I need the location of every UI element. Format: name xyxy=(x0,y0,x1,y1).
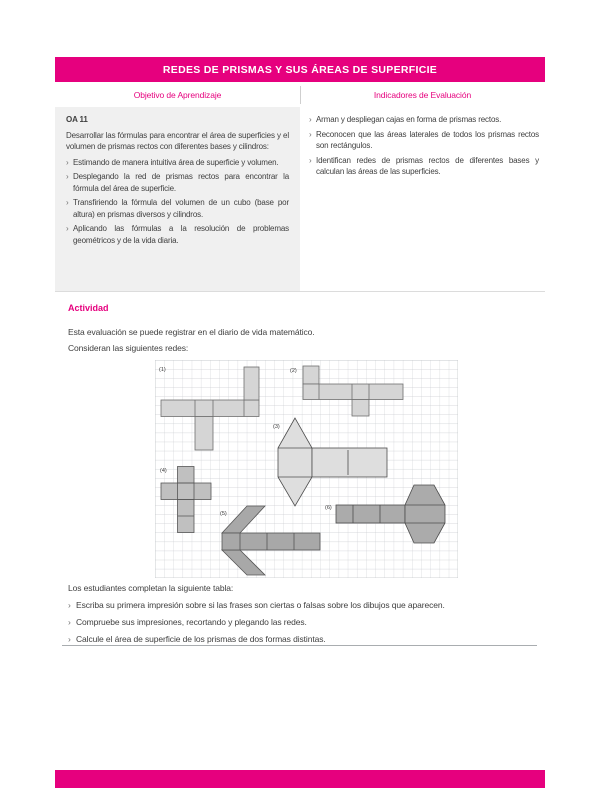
list-item xyxy=(66,157,289,169)
list-item xyxy=(309,114,539,126)
nets-figure xyxy=(155,360,458,578)
table-header-objetivo: Objetivo de Aprendizaje xyxy=(133,90,222,100)
indicator-bullet-text: Arman y despliegan cajas en forma de prismas rectos. xyxy=(316,115,502,124)
bullet-marker: › xyxy=(309,115,312,124)
oa-intro: Desarrollar las fórmulas para encontrar el área de superficies y el volumen de prismas rectos con diferentes bases y cilindros: xyxy=(66,130,289,151)
bullet-marker: › xyxy=(309,129,312,139)
list-item xyxy=(309,129,539,152)
net-label-4: (4) xyxy=(160,468,167,474)
bullet-marker: › xyxy=(66,224,69,233)
oa-bullet-text: Estimando de manera intuitiva área de superficie y volumen. xyxy=(73,157,279,167)
oa-bullet-text: Transfiriendo la fórmula del volumen de un cubo (base por altura) en prismas diversos y cilindros. xyxy=(73,198,289,219)
table-header-indicadores: Indicadores de Evaluación xyxy=(373,90,472,100)
table-bottom-rule xyxy=(55,291,545,292)
list-item xyxy=(309,155,539,178)
activity-heading: Actividad xyxy=(68,303,109,313)
oa-bullet-text: Desplegando la red de prismas rectos para encontrar la fórmula del área de superficie. xyxy=(73,172,289,193)
footer-bar xyxy=(55,770,545,788)
bullet-marker: › xyxy=(66,172,69,181)
indicator-bullet-list xyxy=(309,114,539,178)
header-bar xyxy=(55,57,545,82)
closing-bullet-text: Calcule el área de superficie de los prismas de dos formas distintas. xyxy=(76,634,326,644)
net-label-5: (5) xyxy=(220,511,227,517)
list-item xyxy=(66,197,289,220)
indicator-bullet-text: Reconocen que las áreas laterales de todos los prismas rectos son rectángulos. xyxy=(316,129,539,150)
closing-intro: Los estudiantes completan la siguiente tabla: xyxy=(68,583,234,593)
net-label-3: (3) xyxy=(273,424,280,430)
bullet-marker: › xyxy=(68,634,71,644)
list-item xyxy=(68,600,543,610)
bullet-marker: › xyxy=(66,157,69,167)
bullet-marker: › xyxy=(68,617,71,627)
bullet-marker: › xyxy=(68,600,71,610)
activity-intro-line2: Consideran las siguientes redes: xyxy=(68,343,189,353)
bullet-marker: › xyxy=(66,198,69,207)
activity-intro-line1: Esta evaluación se puede registrar en el diario de vida matemático. xyxy=(68,327,315,337)
oa-bullet-text: Aplicando las fórmulas a la resolución de problemas geométricos y de la vida diaria. xyxy=(73,224,289,245)
list-item xyxy=(68,617,543,627)
oa-bullet-list xyxy=(66,157,289,247)
list-item xyxy=(66,223,289,246)
net-label-2: (2) xyxy=(290,368,297,374)
closing-bullet-text: Escriba su primera impresión sobre si las frases son ciertas o falsas sobre los dibujos que aparecen. xyxy=(76,600,445,610)
closing-bullet-text: Compruebe sus impresiones, recortando y plegando las redes. xyxy=(76,617,307,627)
bullet-marker: › xyxy=(309,155,312,165)
list-item xyxy=(68,634,543,644)
indicator-bullet-text: Identifican redes de prismas rectos de diferentes bases y calculan las áreas de las superficies. xyxy=(316,155,539,176)
page-title: REDES DE PRISMAS Y SUS ÁREAS DE SUPERFICIE xyxy=(162,63,438,76)
indicadores-cell xyxy=(300,107,545,291)
oa-code: OA 11 xyxy=(66,115,88,124)
net-label-6: (6) xyxy=(325,505,332,511)
table-body xyxy=(55,107,545,291)
net-label-1: (1) xyxy=(159,367,166,373)
column-divider xyxy=(300,86,301,104)
list-item xyxy=(66,171,289,194)
separator-line xyxy=(62,645,537,646)
objetivo-cell xyxy=(55,107,300,291)
